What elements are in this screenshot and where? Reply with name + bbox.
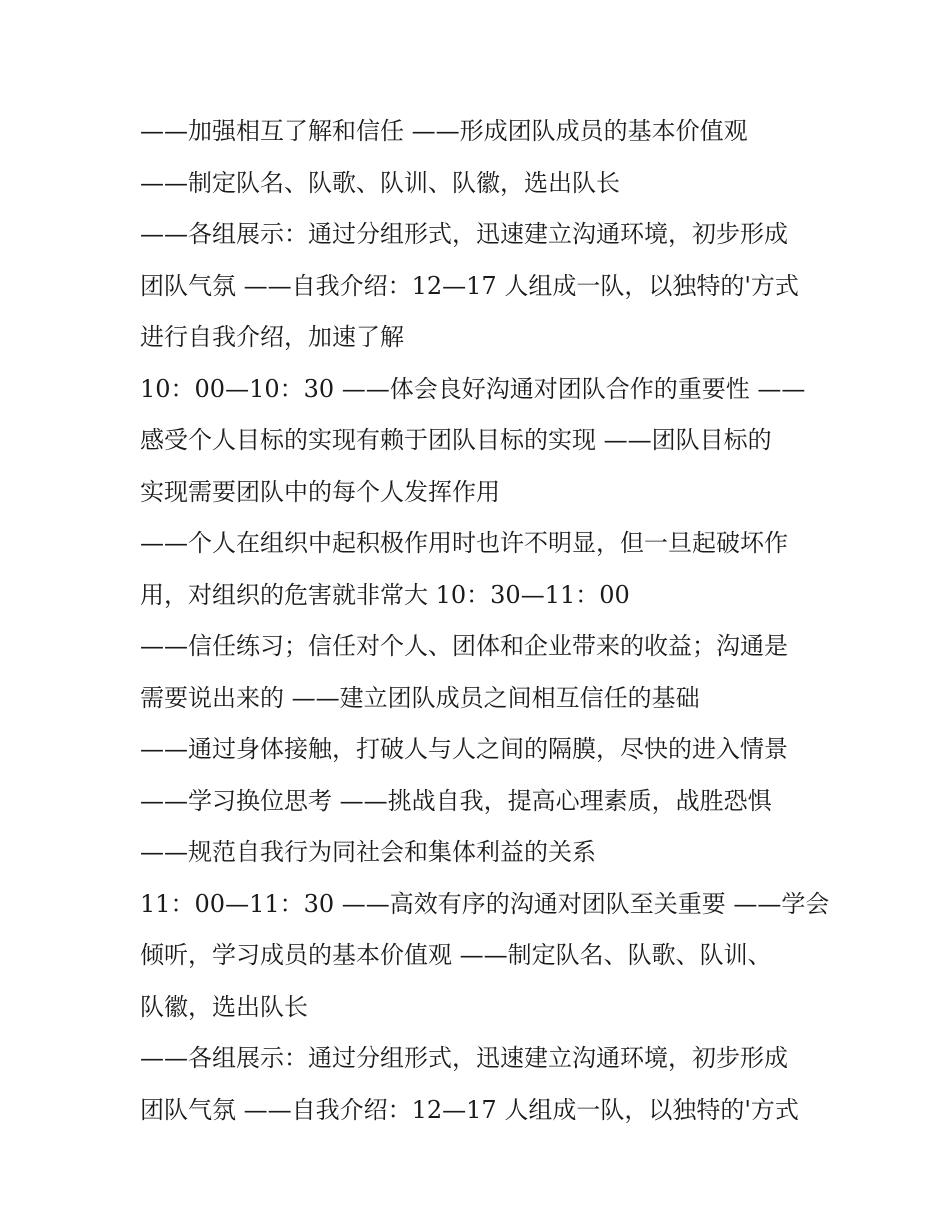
- document-body: [140, 106, 830, 1136]
- text-line: 感受个人目标的实现有赖于团队目标的实现 ——团队目标的: [140, 426, 772, 454]
- text-line: ——个人在组织中起积极作用时也许不明显，但一旦起破坏作: [140, 529, 788, 557]
- text-line: 队徽，选出队长: [140, 992, 308, 1021]
- text-line: ——各组展示：通过分组形式，迅速建立沟通环境，初步形成: [140, 1044, 788, 1072]
- text-line: ——规范自我行为同社会和集体利益的关系: [140, 838, 596, 866]
- text-line: 倾听，学习成员的基本价值观 ——制定队名、队歌、队训、: [140, 941, 772, 969]
- text-line: 团队气氛 ——自我介绍：12—17 人组成一队，以独特的'方式: [140, 1095, 799, 1124]
- text-line: 需要说出来的 ——建立团队成员之间相互信任的基础: [140, 683, 700, 712]
- text-line: 11：00—11：30 ——高效有序的沟通对团队至关重要 ——学会: [140, 889, 830, 918]
- text-line: 进行自我介绍，加速了解: [140, 323, 404, 351]
- text-line: ——信任练习；信任对个人、团体和企业带来的收益；沟通是: [140, 632, 788, 660]
- text-line: 10：00—10：30 ——体会良好沟通对团队合作的重要性 ——: [140, 374, 806, 403]
- text-line: ——制定队名、队歌、队训、队徽，选出队长: [140, 168, 620, 197]
- text-line: 团队气氛 ——自我介绍：12—17 人组成一队，以独特的'方式: [140, 271, 799, 300]
- text-line: ——各组展示：通过分组形式，迅速建立沟通环境，初步形成: [140, 220, 788, 248]
- text-line: 用，对组织的危害就非常大 10：30—11：00: [140, 580, 630, 609]
- text-line: ——通过身体接触，打破人与人之间的隔膜，尽快的进入情景: [140, 735, 788, 763]
- text-line: ——加强相互了解和信任 ——形成团队成员的基本价值观: [140, 117, 748, 145]
- text-line: 实现需要团队中的每个人发挥作用: [140, 477, 500, 506]
- text-line: ——学习换位思考 ——挑战自我，提高心理素质，战胜恐惧: [140, 786, 772, 815]
